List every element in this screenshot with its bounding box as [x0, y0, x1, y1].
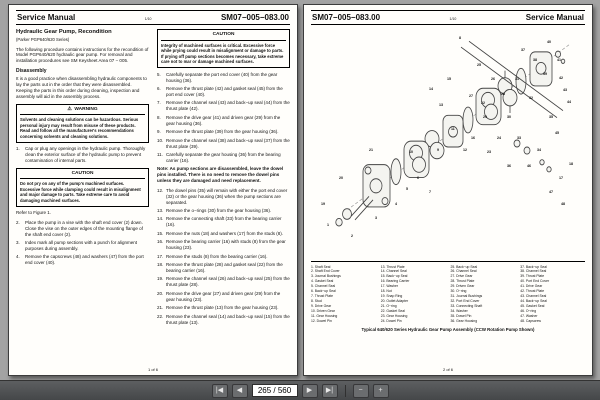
step-item: [157, 239, 290, 251]
callout-number: 7: [429, 190, 431, 194]
step-number: 7.: [157, 100, 161, 106]
step-text: Remove the bearing carrier (16) with studs (8) from the gear housing (23).: [166, 239, 286, 251]
warning-label: WARNING: [74, 106, 98, 112]
header-title: Service Manual: [17, 12, 76, 22]
callout-number: 39: [543, 72, 547, 76]
toolbar-separator: [345, 385, 346, 397]
parts-column-4: [520, 265, 585, 324]
callout-number: 11: [451, 127, 455, 131]
step-number: 5.: [157, 71, 161, 77]
header-doc-number: SM07−005−083.00: [312, 12, 381, 22]
callout-number: 13: [439, 103, 443, 107]
callout-number: 37: [521, 48, 525, 52]
step-item: [157, 86, 290, 98]
page-number-footer: 2 of 6: [442, 367, 453, 372]
step-item: [157, 152, 290, 164]
part-item: 40. Port End Cover: [520, 279, 550, 284]
step-number: 12.: [157, 187, 164, 193]
step-text: The dowel pins (35) will remain with either the port end cover (32) or the gear housing (36) when the pump sections are separated.: [166, 187, 288, 205]
page-number-footer: 1 of 6: [147, 367, 158, 372]
callout-number: 46: [527, 164, 531, 168]
step-text: Remove the thrust plate (39) from the gear housing (36).: [166, 129, 279, 135]
callout-number: 36: [507, 164, 511, 168]
callout-number: 41: [557, 58, 561, 62]
part-item: 35. Dowel Pin: [450, 313, 472, 318]
step-number: 19.: [157, 276, 164, 282]
header-doc-number: SM07−005−083.00: [220, 12, 289, 22]
step-text: Remove the thrust plate (42) and gasket seal (45) from the port end cover (40).: [166, 86, 283, 97]
part-item: 41. Drive Gear: [520, 284, 543, 289]
part-item: 3. Journal Bushings: [311, 274, 341, 279]
callout-number: 6: [417, 176, 419, 180]
callout-number: 20: [339, 176, 343, 180]
callout-number: 28: [501, 92, 505, 96]
header-revision: 1/10: [449, 16, 457, 21]
part-item: 14. Channel Seal: [380, 269, 407, 274]
step-item: [157, 305, 290, 311]
steps-2-4: [16, 220, 149, 267]
step-item: [157, 314, 290, 326]
part-item: 5. Channel Seal: [311, 284, 336, 289]
part-item: 31. Journal Bushings: [450, 294, 483, 299]
step-number: 13.: [157, 207, 164, 213]
callout-number: 29: [483, 115, 487, 119]
callout-number: 25: [477, 63, 481, 67]
step-text: Remove the channel seal (38) and back−up seal (37) from the thrust plate (39).: [166, 137, 290, 149]
callout-number: 8: [459, 36, 461, 40]
doc-subtitle: (Parker PGP640/620 Series): [16, 37, 70, 43]
part-item: 45. Gasket Seal: [520, 304, 545, 308]
caution-text: Integrity of machined surfaces is critical. Excessive force while prying could result in misalignment or damage to parts. If prying off pump sections becomes necessary, take extreme care not to mar or damage machined surfaces.: [161, 42, 284, 65]
callout-number: 22: [481, 101, 485, 105]
callout-number: 43: [563, 88, 567, 92]
step-text: Remove the capscrews (48) and washers (47) from the port end cover (40).: [25, 254, 144, 266]
step-number: 4.: [16, 254, 20, 260]
step-item: [157, 115, 290, 127]
step-number: 10.: [157, 137, 164, 143]
part-item: 7. Thrust Plate: [311, 294, 333, 299]
header-title: Service Manual: [525, 12, 584, 22]
part-item: 23. Gear Housing: [380, 313, 408, 318]
callout-number: 16: [471, 136, 475, 140]
disassembly-heading: Disassembly: [16, 67, 47, 74]
callout-number: 21: [369, 148, 373, 152]
callout-number: 32: [529, 96, 533, 100]
step-item: [157, 208, 290, 214]
refer-line: Refer to Figure 1.: [16, 210, 52, 216]
callout-number: 30: [507, 115, 511, 119]
step-item: [16, 254, 149, 266]
pdf-toolbar: [0, 380, 600, 400]
part-item: 39. Thrust Plate: [520, 274, 545, 279]
step-text: Carefully separate the gear housing (36) from the bearing carrier (16).: [166, 151, 281, 163]
step-text: Remove the o−rings (30) from the gear housing (36).: [166, 207, 272, 213]
step-text: Remove the connecting shaft (33) from the bearing carrier (16).: [166, 216, 282, 228]
step-text: Remove the drive gear (41) and driven gear (29) from the gear housing (36).: [166, 114, 281, 126]
part-item: 47. Washer: [520, 313, 538, 318]
step-number: 1.: [16, 146, 20, 152]
callout-number: 23: [487, 150, 491, 154]
step-text: Cap or plug any openings in the hydraulic pump. Thoroughly clean the exterior surface of the hydraulic pump to prevent contamination of internal parts.: [25, 146, 146, 164]
callout-number: 14: [429, 87, 433, 91]
step-item: [157, 231, 290, 237]
part-item: 13. Thrust Plate: [380, 264, 405, 269]
callout-number: 15: [447, 77, 451, 81]
step-item: [16, 220, 149, 238]
part-item: 10. Driven Gear: [311, 308, 335, 313]
callout-number: 10: [409, 150, 413, 154]
warning-box: [16, 104, 149, 143]
part-item: 42. Thrust Plate: [520, 289, 545, 294]
part-item: 30. O−ring: [450, 289, 467, 294]
callout-number: 38: [533, 58, 537, 62]
callout-number: 31: [515, 77, 519, 81]
callout-number: 17: [559, 176, 563, 180]
steps-5-11: [157, 72, 290, 164]
part-item: 36. Gear Housing: [450, 318, 478, 323]
part-item: 1. Shaft Seal: [311, 264, 331, 269]
step-item: [157, 129, 290, 135]
callout-number: 3: [375, 216, 377, 220]
callout-number: 12: [463, 148, 467, 152]
part-item: 43. Channel Seal: [520, 294, 547, 299]
step-item: [157, 262, 290, 274]
header-revision: 1/10: [144, 16, 152, 21]
step-number: 11.: [157, 151, 163, 157]
callout-number: 4: [395, 202, 397, 206]
intro-paragraph: The following procedure contains instructions for the recondition of Model PGP640/620 hydraulic gear pump. For removal and installation procedures see SM Keysheet Area 07 − 005.: [16, 46, 149, 64]
part-item: 24. Dowel Pin: [380, 318, 402, 323]
parts-list: [311, 261, 585, 324]
step-text: Carefully separate the port end cover (40) from the gear housing (36).: [166, 71, 278, 83]
step-item: [157, 276, 290, 288]
next-page-button[interactable]: ▶: [302, 384, 318, 398]
callout-number: 18: [569, 162, 573, 166]
figure-callouts: [311, 26, 585, 261]
part-item: 4. Gasket Seal: [311, 279, 334, 284]
step-item: [16, 146, 149, 164]
step-item: [157, 100, 290, 112]
callout-number: 42: [559, 76, 563, 80]
note-paragraph: Note: As pump sections are disassembled, leave the dowel pins installed. There is no need to remove the dowel pins unless they are damaged and need replacement.: [157, 166, 284, 184]
step-number: 14.: [157, 216, 164, 222]
part-item: 16. Bearing Carrier: [380, 279, 410, 284]
part-item: 48. Capscrew: [520, 318, 541, 323]
step-number: 15.: [157, 230, 164, 236]
step-number: 2.: [16, 219, 20, 225]
step-item: [157, 188, 290, 206]
part-item: 37. Back−up Seal: [520, 264, 547, 269]
callout-number: 48: [561, 202, 565, 206]
part-item: 21. O−ring: [380, 304, 397, 308]
part-item: 17. Washer: [380, 284, 398, 289]
step-text: Remove the nuts (18) and washers (17) from the studs (8).: [166, 230, 284, 236]
callout-number: 9: [437, 148, 439, 152]
figure-caption: Typical 640/620 Series Hydraulic Gear Pump Assembly (CCW Rotation Pump Shown): [361, 326, 535, 332]
steps-12-22: [157, 188, 290, 326]
parts-column-3: [451, 265, 516, 324]
caution-header: [20, 171, 145, 180]
step-number: 22.: [157, 313, 164, 319]
caution-text: Do not pry on any of the pump's machined surfaces. Excessive force while clamping could result in misalignment and major damage to parts. Take extreme care to avoid damaging machined surfaces.: [20, 181, 141, 203]
part-item: 18. Nut: [380, 289, 392, 294]
step-number: 9.: [157, 129, 161, 135]
step-item: [157, 291, 290, 303]
figure-1: [311, 26, 585, 261]
parts-column-1: [311, 265, 376, 324]
part-item: 20. Outlet Adapter: [380, 299, 409, 304]
part-item: 46. O−ring: [520, 308, 537, 313]
step-number: 3.: [16, 240, 20, 245]
doc-title: Hydraulic Gear Pump, Recondition: [16, 29, 112, 35]
callout-number: 19: [321, 202, 325, 206]
step-text: Remove the channel seal (43) and back−up seal (44) from the thrust plate (42).: [166, 100, 290, 112]
caution-header: [161, 32, 286, 41]
part-item: 2. Shaft End Cover: [311, 269, 340, 274]
part-item: 44. Back−up Seal: [520, 299, 547, 304]
part-item: 12. Dowel Pin: [311, 318, 332, 323]
part-item: 28. Thrust Plate: [450, 279, 475, 284]
step-item: [157, 254, 290, 260]
step-number: 6.: [157, 86, 161, 92]
step-item: [157, 138, 290, 150]
callout-number: 34: [537, 148, 541, 152]
callout-number: 5: [406, 187, 408, 191]
step-text: Remove the channel seal (14) and back−up seal (15) from the thrust plate (13).: [166, 313, 290, 325]
step-number: 18.: [157, 262, 164, 268]
callout-number: 1: [327, 223, 329, 227]
step-number: 21.: [157, 305, 164, 311]
step-number: 8.: [157, 114, 161, 120]
callout-number: 33: [517, 136, 521, 140]
page1-right-column: [157, 29, 290, 328]
step-text: Remove the drive gear (27) and driven gear (29) from the gear housing (23).: [166, 290, 281, 302]
step-text: Remove the thrust plate (28) and gasket seal (22) from the bearing carrier (16).: [166, 262, 283, 273]
step-item: [16, 240, 149, 252]
step-item: [157, 216, 290, 228]
part-item: 15. Back−up Seal: [380, 274, 408, 279]
part-item: 34. Washer: [450, 308, 468, 313]
part-item: 19. Snap Ring: [380, 294, 403, 299]
part-item: 25. Back−up Seal: [450, 264, 478, 269]
callout-number: 24: [497, 136, 501, 140]
caution-label: CAUTION: [71, 170, 94, 176]
disassembly-paragraph: It is a good practice when disassembling hydraulic components to lay the parts out in the order that they were disassembled. Keeping the parts in this order during cleaning, inspection and assembly will aid in the assembly process.: [16, 76, 147, 100]
callout-number: 2: [351, 234, 353, 238]
callout-number: 27: [469, 94, 473, 98]
page-number-input[interactable]: [252, 384, 298, 397]
part-item: 6. Back−up Seal: [311, 289, 336, 294]
callout-number: 40: [547, 40, 551, 44]
step-text: Place the pump in a vise with the shaft end cover (2) down. Close the vise on the outer edges of the mounting flange of the shaft end cover (2).: [25, 219, 143, 237]
callout-number: 47: [549, 190, 553, 194]
page1-columns: [16, 29, 290, 328]
manual-page-2: [303, 4, 593, 376]
prev-page-button[interactable]: ◀: [232, 384, 248, 398]
zoom-in-button[interactable]: +: [373, 384, 389, 398]
part-item: 9. Drive Gear: [311, 304, 332, 308]
step-text: Index mark all pump sections with a punch for alignment purposes during assembly.: [25, 240, 138, 251]
callout-number: 35: [549, 115, 553, 119]
step-number: 17.: [157, 253, 164, 259]
page1-header: [16, 10, 290, 25]
caution-label: CAUTION: [212, 32, 235, 37]
manual-page-1: [8, 4, 298, 376]
warning-triangle-icon: ⚠: [67, 106, 72, 113]
last-page-button[interactable]: ▶|: [322, 384, 338, 398]
part-item: 33. Connecting Shaft: [450, 304, 483, 308]
callout-number: 45: [555, 131, 559, 135]
part-item: 29. Driven Gear: [450, 284, 475, 289]
warning-header: [20, 107, 145, 116]
caution-box: [16, 168, 149, 207]
first-page-button[interactable]: |◀: [212, 384, 228, 398]
callout-number: 44: [567, 100, 571, 104]
step-text: Remove the channel seal (26) and back−up seal (25) from the thrust plate (28).: [166, 276, 290, 288]
part-item: 8. Stud: [311, 299, 322, 304]
caution-box: [157, 29, 290, 68]
step-text: Remove the studs (8) from the bearing carrier (16).: [166, 253, 268, 259]
part-item: 11. Gear Housing: [311, 313, 338, 318]
step-number: 20.: [157, 290, 164, 296]
page1-left-column: [16, 29, 149, 328]
warning-text: Solvents and cleaning solutions can be hazardous. Serious personal injury may result from misuse of these products. Read and follow all the manufacturer's recommendations concerning solvents and cleaning solutions.: [20, 117, 139, 139]
step-item: [157, 72, 290, 84]
part-item: 26. Channel Seal: [450, 269, 477, 274]
page2-header: [311, 10, 585, 25]
part-item: 32. Port End Cover: [450, 299, 480, 304]
part-item: 27. Drive Gear: [450, 274, 473, 279]
step-text: Remove the thrust plate (13) from the gear housing (23).: [166, 305, 279, 311]
callout-number: 26: [491, 77, 495, 81]
part-item: 22. Gasket Seal: [380, 308, 405, 313]
step-number: 16.: [157, 239, 164, 245]
part-item: 38. Channel Seal: [520, 269, 547, 274]
parts-column-2: [381, 265, 446, 324]
zoom-out-button[interactable]: −: [353, 384, 369, 398]
